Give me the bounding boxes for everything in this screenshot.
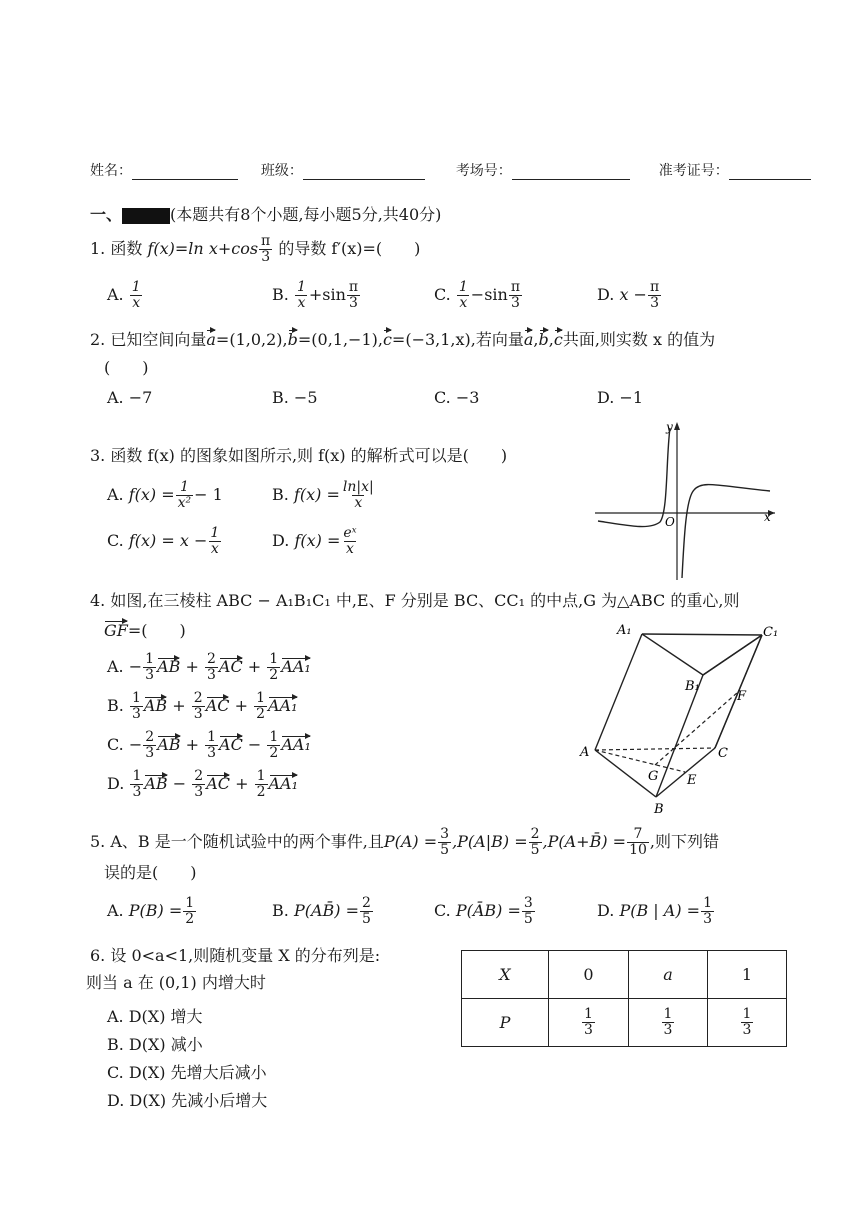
- question-4: 4. 如图,在三棱柱 ABC − A₁B₁C₁ 中,E、F 分别是 BC、CC₁ 的中点,G 为△ABC 的重心,则: [90, 591, 740, 610]
- q5-option-a[interactable]: A. P(B) = $\frac{1}{2}$: [107, 895, 195, 927]
- q4-option-c[interactable]: C. − $\frac{2}{3}$ AB + $\frac{1}{3}$ AC − $\frac{1}{2}$ AA₁: [107, 729, 311, 761]
- vector-a: a: [206, 330, 216, 349]
- q3-option-a[interactable]: A. f(x) = $\frac{1}{\text{x²}}$ − 1: [107, 479, 223, 511]
- name-blank[interactable]: [132, 163, 238, 180]
- question-5: 5. A、B 是一个随机试验中的两个事件,且P(A) = $\frac{3}{5}$ ,P(A|B) = $\frac{2}{5}$ ,P(A+B̄) = $\frac{7}{10}$ ,则下列错: [90, 826, 719, 858]
- table-cell: X: [462, 951, 549, 999]
- q3-option-d[interactable]: D. f(x) = $\frac{\text{eˣ}}{x}$: [272, 525, 357, 557]
- exam-id-blank[interactable]: [729, 163, 811, 180]
- question-3: 3. 函数 f(x) 的图象如图所示,则 f(x) 的解析式可以是( ): [90, 446, 508, 465]
- q1-option-d[interactable]: D. x − $\frac{\pi}{3}$: [597, 279, 660, 311]
- q2-paren: ( ): [104, 358, 149, 377]
- section-desc: (本题共有8个小题,每小题5分,共40分): [170, 205, 442, 224]
- table-row: [462, 951, 787, 999]
- q4-option-d[interactable]: D. $\frac{1}{3}$ AB − $\frac{2}{3}$ AC + $\frac{1}{2}$ AA₁: [107, 768, 299, 800]
- q3-function-graph: [590, 418, 780, 583]
- room-blank[interactable]: [512, 163, 630, 180]
- x-axis-label: x: [764, 510, 771, 524]
- label-e: E: [687, 773, 697, 788]
- room-label: 考场号：: [455, 163, 512, 179]
- label-a1: A₁: [617, 623, 632, 638]
- section-prefix: 一、: [90, 205, 123, 224]
- label-f: F: [737, 689, 747, 704]
- curve-left: [598, 428, 670, 527]
- q5-option-d[interactable]: D. P(B | A) = $\frac{1}{3}$: [597, 895, 712, 927]
- q6-option-c[interactable]: C. D(X) 先增大后减小: [107, 1063, 267, 1082]
- q6-option-d[interactable]: D. D(X) 先减小后增大: [107, 1091, 268, 1110]
- origin-label: O: [665, 515, 675, 529]
- curve-right: [682, 485, 770, 578]
- header-info: [90, 160, 811, 180]
- table-cell: $\frac{1}{3}$: [629, 999, 708, 1047]
- q5-option-b[interactable]: B. P(AB̄) = $\frac{2}{5}$: [272, 895, 371, 927]
- redacted-block: [122, 208, 170, 224]
- table-cell: 0: [549, 951, 629, 999]
- question-6: 6. 设 0<a<1,则随机变量 X 的分布列是:: [90, 946, 381, 965]
- q6-text2: 则当 a 在 (0,1) 内增大时: [86, 973, 266, 992]
- q4-stem-vector: GF=( ): [104, 621, 186, 640]
- q1-option-a[interactable]: A. $\frac{1}{x}$: [107, 279, 141, 311]
- exam-id-label: 准考证号：: [658, 163, 729, 179]
- q2-option-a[interactable]: A. −7: [107, 388, 153, 407]
- section-heading: [90, 204, 441, 226]
- label-g: G: [648, 769, 659, 784]
- label-b1: B₁: [685, 679, 700, 694]
- q1-lead: 函数: [110, 239, 143, 258]
- q5-option-c[interactable]: C. P(ĀB) = $\frac{3}{5}$: [434, 895, 533, 927]
- y-axis-label: y: [666, 420, 673, 434]
- vector-b: b: [287, 330, 298, 349]
- q1-frac: $\frac{\pi}{3}$: [261, 233, 271, 265]
- class-blank[interactable]: [303, 163, 425, 180]
- q1-number: 1.: [90, 239, 106, 258]
- table-cell: P: [462, 999, 549, 1047]
- table-cell: a: [629, 951, 708, 999]
- q1-option-c[interactable]: C. $\frac{1}{x}$ −sin $\frac{\pi}{3}$: [434, 279, 521, 311]
- q4-prism-figure: [575, 620, 795, 818]
- label-c: C: [718, 746, 728, 761]
- table-cell: $\frac{1}{3}$: [708, 999, 787, 1047]
- q6-option-a[interactable]: A. D(X) 增大: [107, 1007, 203, 1026]
- q5-line2: 误的是( ): [104, 863, 197, 882]
- q1-tail: 的导数 f′(x)=( ): [278, 239, 421, 258]
- q1-option-b[interactable]: B. $\frac{1}{x}$ +sin $\frac{\pi}{3}$: [272, 279, 359, 311]
- q2-option-d[interactable]: D. −1: [597, 388, 644, 407]
- q1-expr: f(x)=ln x+cos: [147, 239, 259, 258]
- label-b: B: [654, 802, 664, 817]
- q4-option-b[interactable]: B. $\frac{1}{3}$ AB + $\frac{2}{3}$ AC + $\frac{1}{2}$ AA₁: [107, 690, 298, 722]
- q6-distribution-table: [461, 950, 787, 1047]
- label-a: A: [580, 745, 590, 760]
- vector-c: c: [382, 330, 392, 349]
- table-cell: 1: [708, 951, 787, 999]
- q2-option-c[interactable]: C. −3: [434, 388, 480, 407]
- name-label: 姓名：: [90, 163, 132, 179]
- question-2: 2. 已知空间向量a=(1,0,2),b=(0,1,−1),c=(−3,1,x),若向量a,b,c共面,则实数 x 的值为: [90, 330, 716, 349]
- label-c1: C₁: [763, 625, 779, 640]
- q3-option-c[interactable]: C. f(x) = x − $\frac{1}{x}$: [107, 525, 220, 557]
- q3-option-b[interactable]: B. f(x) = $\frac{\ln|x|}{x}$: [272, 479, 374, 511]
- class-label: 班级：: [260, 163, 303, 179]
- table-cell: $\frac{1}{3}$: [549, 999, 629, 1047]
- q2-option-b[interactable]: B. −5: [272, 388, 318, 407]
- q4-option-a[interactable]: A. − $\frac{1}{3}$ AB + $\frac{2}{3}$ AC + $\frac{1}{2}$ AA₁: [107, 651, 311, 683]
- q6-option-b[interactable]: B. D(X) 减小: [107, 1035, 203, 1054]
- question-1: [90, 234, 420, 265]
- table-row: [462, 999, 787, 1047]
